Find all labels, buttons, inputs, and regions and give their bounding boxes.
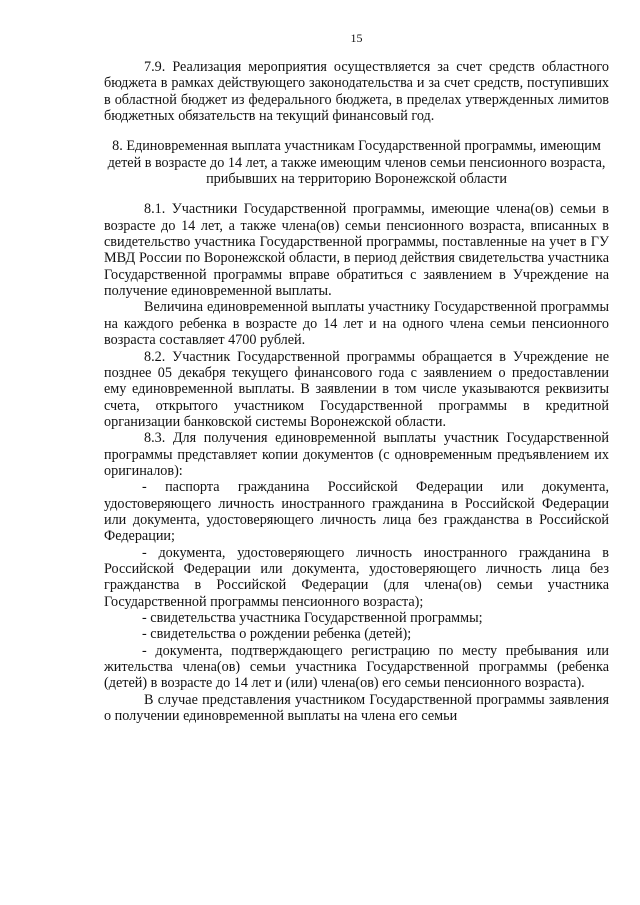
- paragraph-8-3: 8.3. Для получения единовременной выплаты участник Государственной программы представляет копии документов (с одновременным предъявлением их оригиналов):: [104, 430, 609, 479]
- paragraph-7-9: 7.9. Реализация мероприятия осуществляется за счет средств областного бюджета в рамках действующего законодательства и за счет средств, поступивших в областной бюджет из федерального бюджета, в пределах утвержденных лимитов бюджетных обязательств на текущий финансовый год.: [104, 59, 609, 125]
- list-item: - документа, подтверждающего регистрацию по месту пребывания или жительства члена(ов) семьи участника Государственной программы (ребенка (детей) в возрасте до 14 лет и (или) члена(ов) его семьи пенсионного возраста).: [104, 642, 609, 692]
- paragraph-8-1-amount: Величина единовременной выплаты участнику Государственной программы на каждого ребенка в возрасте до 14 лет и на одного члена семьи пенсионного возраста составляет 4700 рублей.: [104, 299, 609, 349]
- page-number: 15: [350, 31, 363, 45]
- section-8-heading: 8. Единовременная выплата участникам Государственной программы, имеющим детей в возрасте до 14 лет, а также имеющим членов семьи пенсионного возраста, прибывших на территорию Воронежской области: [107, 138, 606, 188]
- list-item: - документа, удостоверяющего личность иностранного гражданина в Российской Федерации или документа, удостоверяющего личность лица без гражданства в Российской Федерации (для члена(ов) семьи участника Государственной программы пенсионного возраста);: [104, 544, 609, 610]
- paragraph-8-1: 8.1. Участники Государственной программы, имеющие члена(ов) семьи в возрасте до 14 лет, а также члена(ов) семьи пенсионного возраста, вписанных в свидетельство участника Государственной программы, поставленные на учет в ГУ МВД России по Воронежской области, в период действия свидетельства участника Государственной программы вправе обратиться с заявлением в Учреждение на получение единовременной выплаты.: [104, 201, 609, 300]
- document-body: [104, 59, 609, 724]
- list-item: - паспорта гражданина Российской Федерации или документа, удостоверяющего личность иностранного гражданина в Российской Федерации или документа, удостоверяющего личность лица без гражданства в Российской Федерации;: [104, 479, 609, 545]
- list-item: - свидетельства о рождении ребенка (детей);: [142, 626, 412, 643]
- paragraph-final: В случае представления участником Государственной программы заявления о получении единовременной выплаты на члена его семьи: [104, 691, 609, 725]
- list-item: - свидетельства участника Государственной программы;: [142, 610, 483, 626]
- paragraph-8-2: 8.2. Участник Государственной программы обращается в Учреждение не позднее 05 декабря текущего финансового года с заявлением о предоставлении ему единовременной выплаты. В заявлении в том числе указываются реквизиты счета, открытого участником Государственной программы в кредитной организации банковской системы Воронежской области.: [104, 348, 609, 430]
